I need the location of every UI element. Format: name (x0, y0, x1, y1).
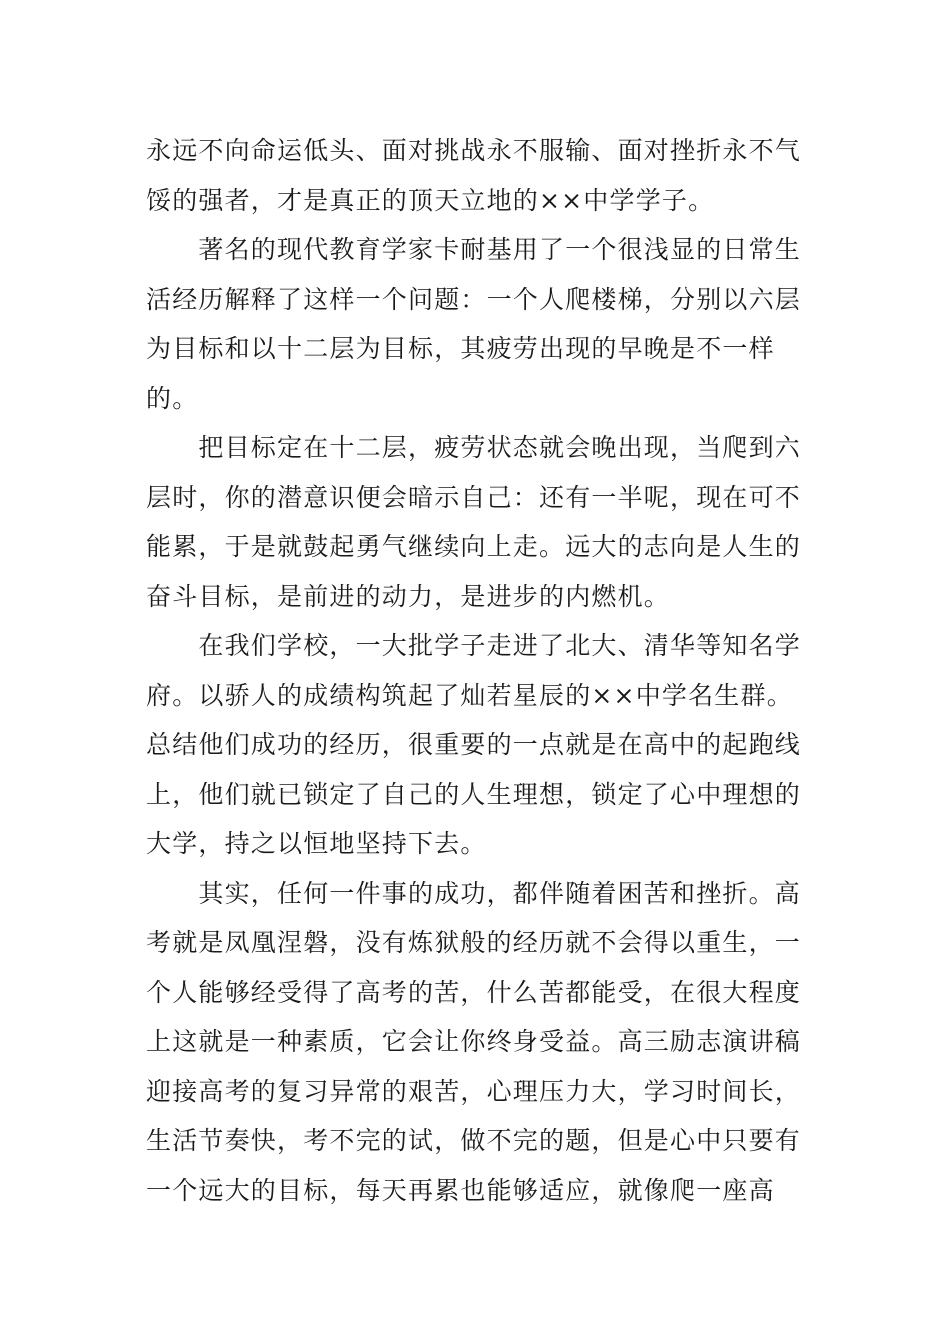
text-line: 考就是凤凰涅磐，没有炼狱般的经历就不会得以重生，一 (146, 928, 802, 957)
text-line: 生活节奏快，考不完的试，做不完的题，但是心中只要有 (146, 1126, 802, 1155)
text-line: 总结他们成功的经历，很重要的一点就是在高中的起跑线 (146, 730, 802, 759)
document-body (146, 126, 802, 1215)
text-line: 一个远大的目标，每天再累也能够适应，就像爬一座高 (146, 1175, 775, 1205)
text-line: 大学，持之以恒地坚持下去。 (146, 829, 487, 858)
text-line: 迎接高考的复习异常的艰苦，心理压力大，学习时间长， (146, 1076, 802, 1106)
text-line: 著名的现代教育学家卡耐基用了一个很浅显的日常生 (146, 235, 802, 264)
text-line: 活经历解释了这样一个问题：一个人爬楼梯，分别以六层 (146, 284, 802, 314)
text-line: 上，他们就已锁定了自己的人生理想，锁定了心中理想的 (146, 779, 802, 809)
text-line: 上这就是一种素质，它会让你终身受益。高三励志演讲稿 (146, 1027, 802, 1056)
text-line: 个人能够经受得了高考的苦，什么苦都能受，在很大程度 (146, 977, 802, 1007)
text-line: 层时，你的潜意识便会暗示自己：还有一半呢，现在可不 (146, 482, 802, 512)
text-line: 永远不向命运低头、面对挑战永不服输、面对挫折永不气 (146, 136, 802, 165)
text-line: 奋斗目标，是前进的动力，是进步的内燃机。 (146, 581, 671, 611)
text-line: 能累，于是就鼓起勇气继续向上走。远大的志向是人生的 (146, 532, 802, 561)
text-line: 其实，任何一件事的成功，都伴随着困苦和挫折。高 (146, 878, 802, 908)
text-line: 为目标和以十二层为目标，其疲劳出现的早晚是不一样 (146, 334, 775, 363)
text-line: 把目标定在十二层，疲劳状态就会晚出现，当爬到六 (146, 433, 802, 462)
text-line: 的。 (146, 383, 199, 413)
text-line: 府。以骄人的成绩构筑起了灿若星辰的××中学名生群。 (146, 680, 793, 710)
text-line: 馁的强者，才是真正的顶天立地的××中学学子。 (146, 185, 715, 215)
text-line: 在我们学校，一大批学子走进了北大、清华等知名学 (146, 631, 802, 660)
